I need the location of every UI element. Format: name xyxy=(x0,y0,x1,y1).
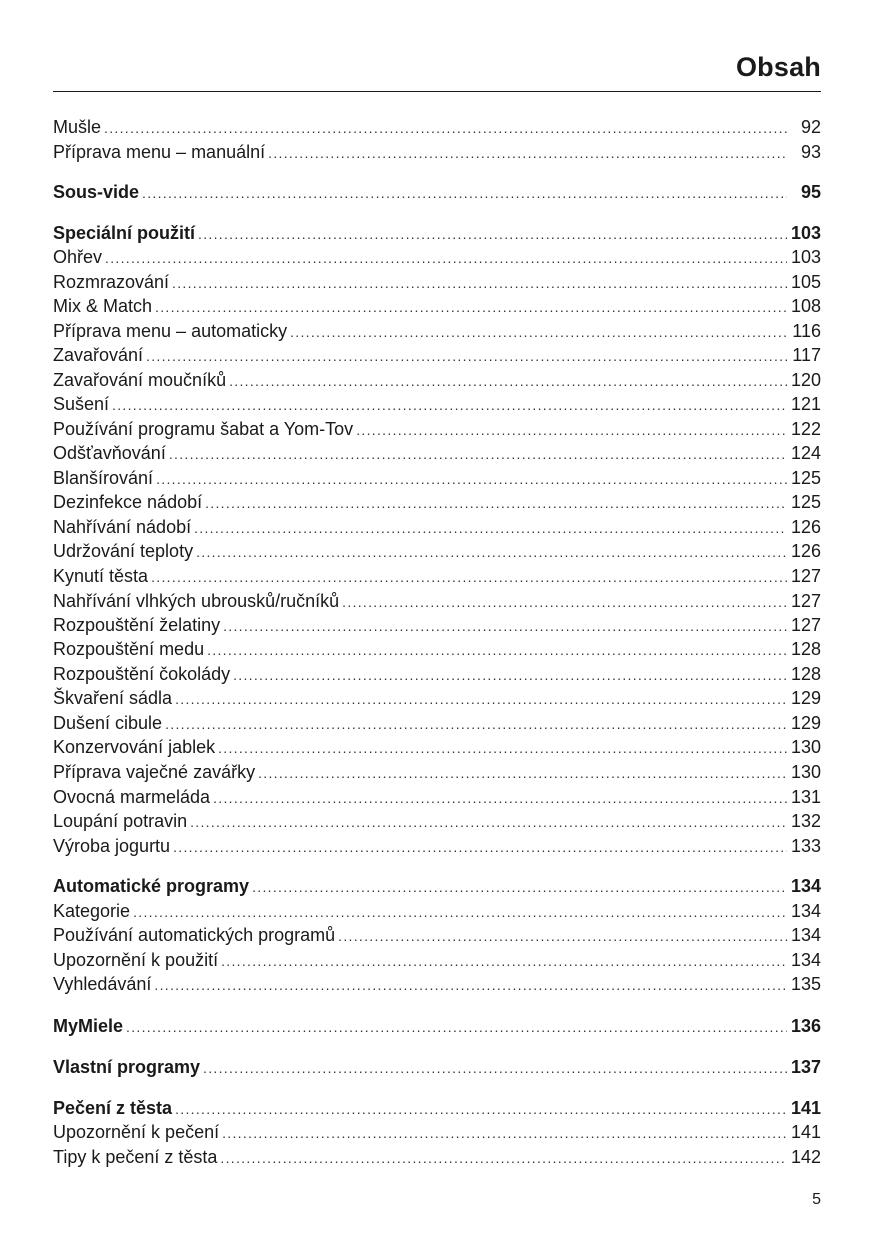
dot-leader xyxy=(268,142,787,164)
toc-entry-label: Udržování teploty xyxy=(53,541,194,561)
toc-entry-page: 126 xyxy=(790,541,821,561)
dot-leader xyxy=(233,664,787,686)
dot-leader xyxy=(356,419,787,441)
toc-entry-page: 103 xyxy=(790,223,821,243)
toc-entry xyxy=(53,116,821,138)
dot-leader xyxy=(222,1122,787,1144)
dot-leader xyxy=(207,639,787,661)
toc-entry-label: Příprava menu – automaticky xyxy=(53,321,288,341)
toc-entry xyxy=(53,1146,821,1168)
toc-entry-label: Nahřívání nádobí xyxy=(53,517,192,537)
toc-entry xyxy=(53,344,821,366)
toc-entry-page: 108 xyxy=(790,296,821,316)
toc-entry-page: 105 xyxy=(790,272,821,292)
toc-entry-page: 131 xyxy=(790,787,821,807)
toc-entry-page: 116 xyxy=(792,321,821,341)
toc-entry-label: Rozpouštění medu xyxy=(53,639,205,659)
toc-entry-page: 121 xyxy=(790,394,821,414)
toc-entry xyxy=(53,687,821,709)
toc-entry-page: 127 xyxy=(790,566,821,586)
toc-entry-page: 127 xyxy=(790,591,821,611)
toc-entry xyxy=(53,565,821,587)
toc-entry xyxy=(53,614,821,636)
toc-entry xyxy=(53,973,821,995)
dot-leader xyxy=(252,876,787,898)
dot-leader xyxy=(112,394,787,416)
toc-entry xyxy=(53,418,821,440)
toc-entry xyxy=(53,540,821,562)
toc-entry-page: 132 xyxy=(790,811,821,831)
toc-entry-label: Vlastní programy xyxy=(53,1057,201,1077)
toc-entry-page: 142 xyxy=(790,1147,821,1167)
toc-entry-page: 133 xyxy=(790,836,821,856)
toc-entry-label: Zavařování moučníků xyxy=(53,370,227,390)
toc-entry-page: 117 xyxy=(792,345,821,365)
toc-entry-label: Zavařování xyxy=(53,345,144,365)
toc-entry-page: 137 xyxy=(790,1057,821,1077)
dot-leader xyxy=(203,1057,787,1079)
toc-entry xyxy=(53,835,821,857)
toc-entry xyxy=(53,900,821,922)
toc-entry-page: 141 xyxy=(790,1098,821,1118)
dot-leader xyxy=(190,811,787,833)
toc-entry-label: Ohřev xyxy=(53,247,103,267)
toc-entry xyxy=(53,141,821,163)
toc-entry xyxy=(53,1056,821,1078)
toc-entry-page: 135 xyxy=(790,974,821,994)
dot-leader xyxy=(154,974,787,996)
toc-entry-label: Rozmrazování xyxy=(53,272,170,292)
toc-entry xyxy=(53,393,821,415)
toc-entry-label: Pečení z těsta xyxy=(53,1098,173,1118)
dot-leader xyxy=(205,492,787,514)
toc-entry-label: Škvaření sádla xyxy=(53,688,173,708)
dot-leader xyxy=(213,787,787,809)
toc-entry-label: Blanšírování xyxy=(53,468,154,488)
page-number: 5 xyxy=(812,1191,821,1208)
toc-entry-label: Kynutí těsta xyxy=(53,566,149,586)
toc-entry xyxy=(53,320,821,342)
toc-entry-page: 95 xyxy=(800,182,821,202)
toc-entry xyxy=(53,1121,821,1143)
toc-entry xyxy=(53,1015,821,1037)
toc-entry xyxy=(53,369,821,391)
toc-entry xyxy=(53,638,821,660)
toc-entry-page: 92 xyxy=(800,117,821,137)
toc-entry-label: Příprava vaječné zavářky xyxy=(53,762,256,782)
dot-leader xyxy=(133,901,787,923)
toc-entry-label: Dezinfekce nádobí xyxy=(53,492,203,512)
toc-entry xyxy=(53,663,821,685)
toc-entry xyxy=(53,1097,821,1119)
toc-entry-page: 124 xyxy=(790,443,821,463)
dot-leader xyxy=(290,321,787,343)
dot-leader xyxy=(223,615,787,637)
dot-leader xyxy=(169,443,787,465)
toc-entry-label: Sous-vide xyxy=(53,182,140,202)
toc-entry xyxy=(53,222,821,244)
toc-entry xyxy=(53,761,821,783)
toc-entry xyxy=(53,491,821,513)
header-rule xyxy=(53,91,821,92)
dot-leader xyxy=(155,296,787,318)
toc-entry xyxy=(53,786,821,808)
toc-entry-label: Speciální použití xyxy=(53,223,196,243)
toc-entry-label: Používání programu šabat a Yom-Tov xyxy=(53,419,354,439)
toc-entry xyxy=(53,516,821,538)
toc-entry xyxy=(53,590,821,612)
toc-entry-label: Automatické programy xyxy=(53,876,250,896)
toc-entry-page: 134 xyxy=(790,925,821,945)
toc-entry xyxy=(53,246,821,268)
toc-entry-page: 130 xyxy=(790,737,821,757)
toc-entry-page: 103 xyxy=(790,247,821,267)
page-title: Obsah xyxy=(735,52,821,82)
toc-entry-label: Upozornění k pečení xyxy=(53,1122,220,1142)
dot-leader xyxy=(126,1016,787,1038)
toc-entry xyxy=(53,271,821,293)
toc-entry xyxy=(53,875,821,897)
toc-entry-label: Loupání potravin xyxy=(53,811,188,831)
dot-leader xyxy=(146,345,787,367)
dot-leader xyxy=(156,468,787,490)
toc-entry-label: Vyhledávání xyxy=(53,974,152,994)
dot-leader xyxy=(342,591,787,613)
toc-entry-page: 120 xyxy=(790,370,821,390)
toc-entry-label: Kategorie xyxy=(53,901,131,921)
toc-entry-page: 122 xyxy=(790,419,821,439)
toc-entry-label: Sušení xyxy=(53,394,110,414)
dot-leader xyxy=(173,836,787,858)
dot-leader xyxy=(104,117,787,139)
toc-entry xyxy=(53,712,821,734)
toc-entry-label: Ovocná marmeláda xyxy=(53,787,211,807)
toc-entry xyxy=(53,181,821,203)
toc-entry xyxy=(53,442,821,464)
toc-entry-page: 130 xyxy=(790,762,821,782)
toc-entry-page: 127 xyxy=(790,615,821,635)
toc-entry-label: Tipy k pečení z těsta xyxy=(53,1147,218,1167)
toc-entry xyxy=(53,924,821,946)
toc-entry-label: Upozornění k použití xyxy=(53,950,219,970)
toc-entry-page: 128 xyxy=(790,639,821,659)
toc-entry-page: 134 xyxy=(790,950,821,970)
dot-leader xyxy=(218,737,787,759)
dot-leader xyxy=(175,688,787,710)
toc-entry-label: Nahřívání vlhkých ubrousků/ručníků xyxy=(53,591,340,611)
toc-entry-label: Dušení cibule xyxy=(53,713,163,733)
dot-leader xyxy=(165,713,787,735)
toc-entry-label: MyMiele xyxy=(53,1016,124,1036)
dot-leader xyxy=(196,541,787,563)
toc-entry xyxy=(53,736,821,758)
toc-entry-page: 125 xyxy=(790,492,821,512)
dot-leader xyxy=(194,517,787,539)
dot-leader xyxy=(175,1098,787,1120)
toc-entry-page: 126 xyxy=(790,517,821,537)
toc-entry-page: 136 xyxy=(790,1016,821,1036)
dot-leader xyxy=(221,950,787,972)
toc-entry-label: Výroba jogurtu xyxy=(53,836,171,856)
dot-leader xyxy=(338,925,787,947)
dot-leader xyxy=(172,272,787,294)
toc-entry-page: 129 xyxy=(790,688,821,708)
toc-entry-page: 125 xyxy=(790,468,821,488)
toc-entry-label: Používání automatických programů xyxy=(53,925,336,945)
dot-leader xyxy=(220,1147,787,1169)
dot-leader xyxy=(142,182,787,204)
dot-leader xyxy=(198,223,787,245)
toc-entry xyxy=(53,467,821,489)
toc-entry xyxy=(53,810,821,832)
toc-entry-label: Příprava menu – manuální xyxy=(53,142,266,162)
toc-entry-page: 93 xyxy=(800,142,821,162)
toc-entry xyxy=(53,949,821,971)
toc-entry-page: 128 xyxy=(790,664,821,684)
dot-leader xyxy=(151,566,787,588)
toc-entry-page: 134 xyxy=(790,901,821,921)
toc-entry xyxy=(53,295,821,317)
toc-entry-label: Mušle xyxy=(53,117,102,137)
toc-entry-label: Rozpouštění želatiny xyxy=(53,615,221,635)
toc-entry-label: Odšťavňování xyxy=(53,443,166,463)
dot-leader xyxy=(229,370,787,392)
toc-entry-label: Mix & Match xyxy=(53,296,153,316)
toc-entry-label: Konzervování jablek xyxy=(53,737,216,757)
dot-leader xyxy=(258,762,787,784)
toc-entry-page: 141 xyxy=(790,1122,821,1142)
toc-entry-label: Rozpouštění čokolády xyxy=(53,664,231,684)
toc-entry-page: 129 xyxy=(790,713,821,733)
dot-leader xyxy=(105,247,787,269)
toc-entry-page: 134 xyxy=(790,876,821,896)
